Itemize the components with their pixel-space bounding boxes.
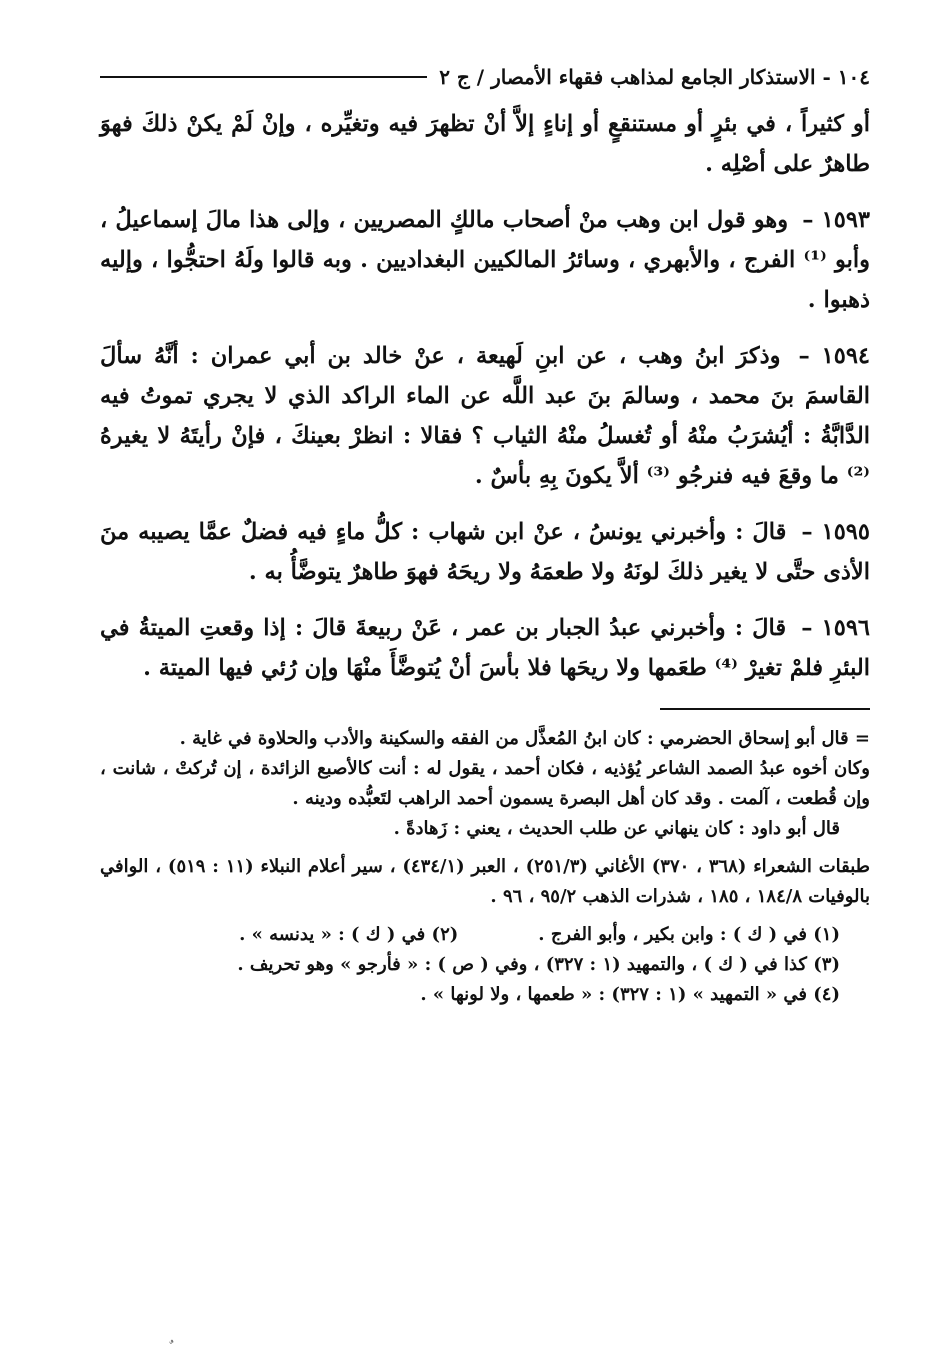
paragraph-number: ١٥٩٤ – xyxy=(798,343,870,369)
running-header xyxy=(100,60,870,94)
footnote-pair xyxy=(100,920,870,950)
paragraph-1595 xyxy=(100,512,870,592)
paragraph-1594 xyxy=(100,336,870,496)
paragraph-number: ١٥٩٦ – xyxy=(801,615,870,641)
header-rule xyxy=(100,76,427,78)
paragraph-number: ١٥٩٥ – xyxy=(801,519,870,545)
footnote-1: (١) في ( ك ) : وابن بكير ، وأبو الفرج . xyxy=(538,924,840,945)
footnote-continuation xyxy=(100,724,870,844)
footnote-2: (٢) في ( ك ) : « يدنسه » . xyxy=(239,924,459,945)
page-title: ١٠٤ - الاستذكار الجامع لمذاهب فقهاء الأمصار / ج ٢ xyxy=(439,65,870,89)
paragraph-text: وذكرَ ابنُ وهب ، عن ابنِ لَهيعة ، عنْ خالد بن أبي عمران : أنَّهُ سألَ القاسمَ بنَ محمد ، وسالمَ بنَ عبد اللَّه عن الماء الراكد الذي لا يجري تموتُ فيه الدَّابَّةُ : أيُشرَبُ منْهُ أو تُغسلُ منْهُ الثياب ؟ فقالا : انظرْ بعينكَ ، فإنْ رأيتَهُ لا يغيرهُ ⁽²⁾ ما وقعَ فيه فنرجُو ⁽³⁾ ألاَّ يكونَ بِهِ بأسٌ . xyxy=(100,343,870,489)
footnote-line: طبقات الشعراء (٣٦٨ ، ٣٧٠) الأغاني (٢٥١/٣) ، العبر (٤٣٤/١) ، سير أعلام النبلاء (١١ : ٥١٩) ، الوافي بالوفيات ١٨٤/٨ ، ١٨٥ ، شذرات الذهب ٩٥/٢ ، ٩٦ . xyxy=(100,856,870,907)
footnote-3: (٣) كذا في ( ك ) ، والتمهيد (١ : ٣٢٧) ، وفي ( ص ) : « فأرجو » وهو تحريف . xyxy=(237,954,840,975)
paragraph-1593 xyxy=(100,200,870,320)
paragraph-text: قالَ : وأخبرني يونسُ ، عنْ ابن شهاب : كلُّ ماءٍ فيه فضلٌ عمَّا يصيبه منَ الأذى حتَّى لا يغير ذلكَ لونَهُ ولا طعمَهُ ولا ريحَهُ فهوَ طاهرٌ يتوضَّأُ به . xyxy=(100,519,870,585)
footnote-4: (٤) في « التمهيد » (١ : ٣٢٧) : « طعمها ، ولا لونها » . xyxy=(420,984,840,1005)
paragraph-continuation xyxy=(100,104,870,184)
paragraph-text: أو كثيراً ، في بئرٍ أو مستنقعٍ أو إناءٍ إلاَّ أنْ تظهرَ فيه وتغيِّره ، وإنْ لَمْ يكنْ ذلكَ فهوَ طاهرٌ على أصْلِه . xyxy=(100,111,870,177)
paragraph-1596 xyxy=(100,608,870,688)
paragraph-number: ١٥٩٣ – xyxy=(802,207,871,233)
footnotes xyxy=(100,724,870,1010)
footnote-line: قال أبو داود : كان ينهاني عن طلب الحديث ، يعني : زَهادةً . xyxy=(393,818,840,839)
paragraph-text: قالَ : وأخبرني عبدُ الجبار بن عمر ، عَنْ ربيعةَ قالَ : إذا وقعتِ الميتةُ في البئرِ فلمْ تغيرْ ⁽⁴⁾ طعَمها ولا ريحَها فلا بأسَ أنْ يُتوضَّأَ منْهَا وإن رُئي فيها الميتة . xyxy=(100,615,870,681)
footnote-line: وكان أخوه عبدُ الصمد الشاعر يُؤذيه ، فكان أحمد ، يقول له : أنت كالأصبع الزائدة ، إن تُركتْ ، شانت ، وإن قُطعت ، آلمت . وقد كان أهل البصرة يسمون أحمد الراهب لتَعبُّده ودينه . xyxy=(100,758,870,809)
footnote-separator xyxy=(660,708,870,710)
footnote-sources xyxy=(100,852,870,912)
book-page xyxy=(100,60,870,1010)
footnote-line: = قال أبو إسحاق الحضرمي : كان ابنُ المُعذَّل من الفقه والسكينة والأدب والحلاوة في غاية . xyxy=(179,728,870,749)
paragraph-text: وهو قول ابن وهب منْ أصحاب مالكٍ المصريين ، وإلى هذا مالَ إسماعيلُ ، وأبو ⁽¹⁾ الفرج ، والأبهري ، وسائرُ المالكيين البغداديين . وبه قالوا ولَهُ احتجُّوا ، وإليه ذهبوا . xyxy=(100,207,870,313)
main-text xyxy=(100,104,870,688)
